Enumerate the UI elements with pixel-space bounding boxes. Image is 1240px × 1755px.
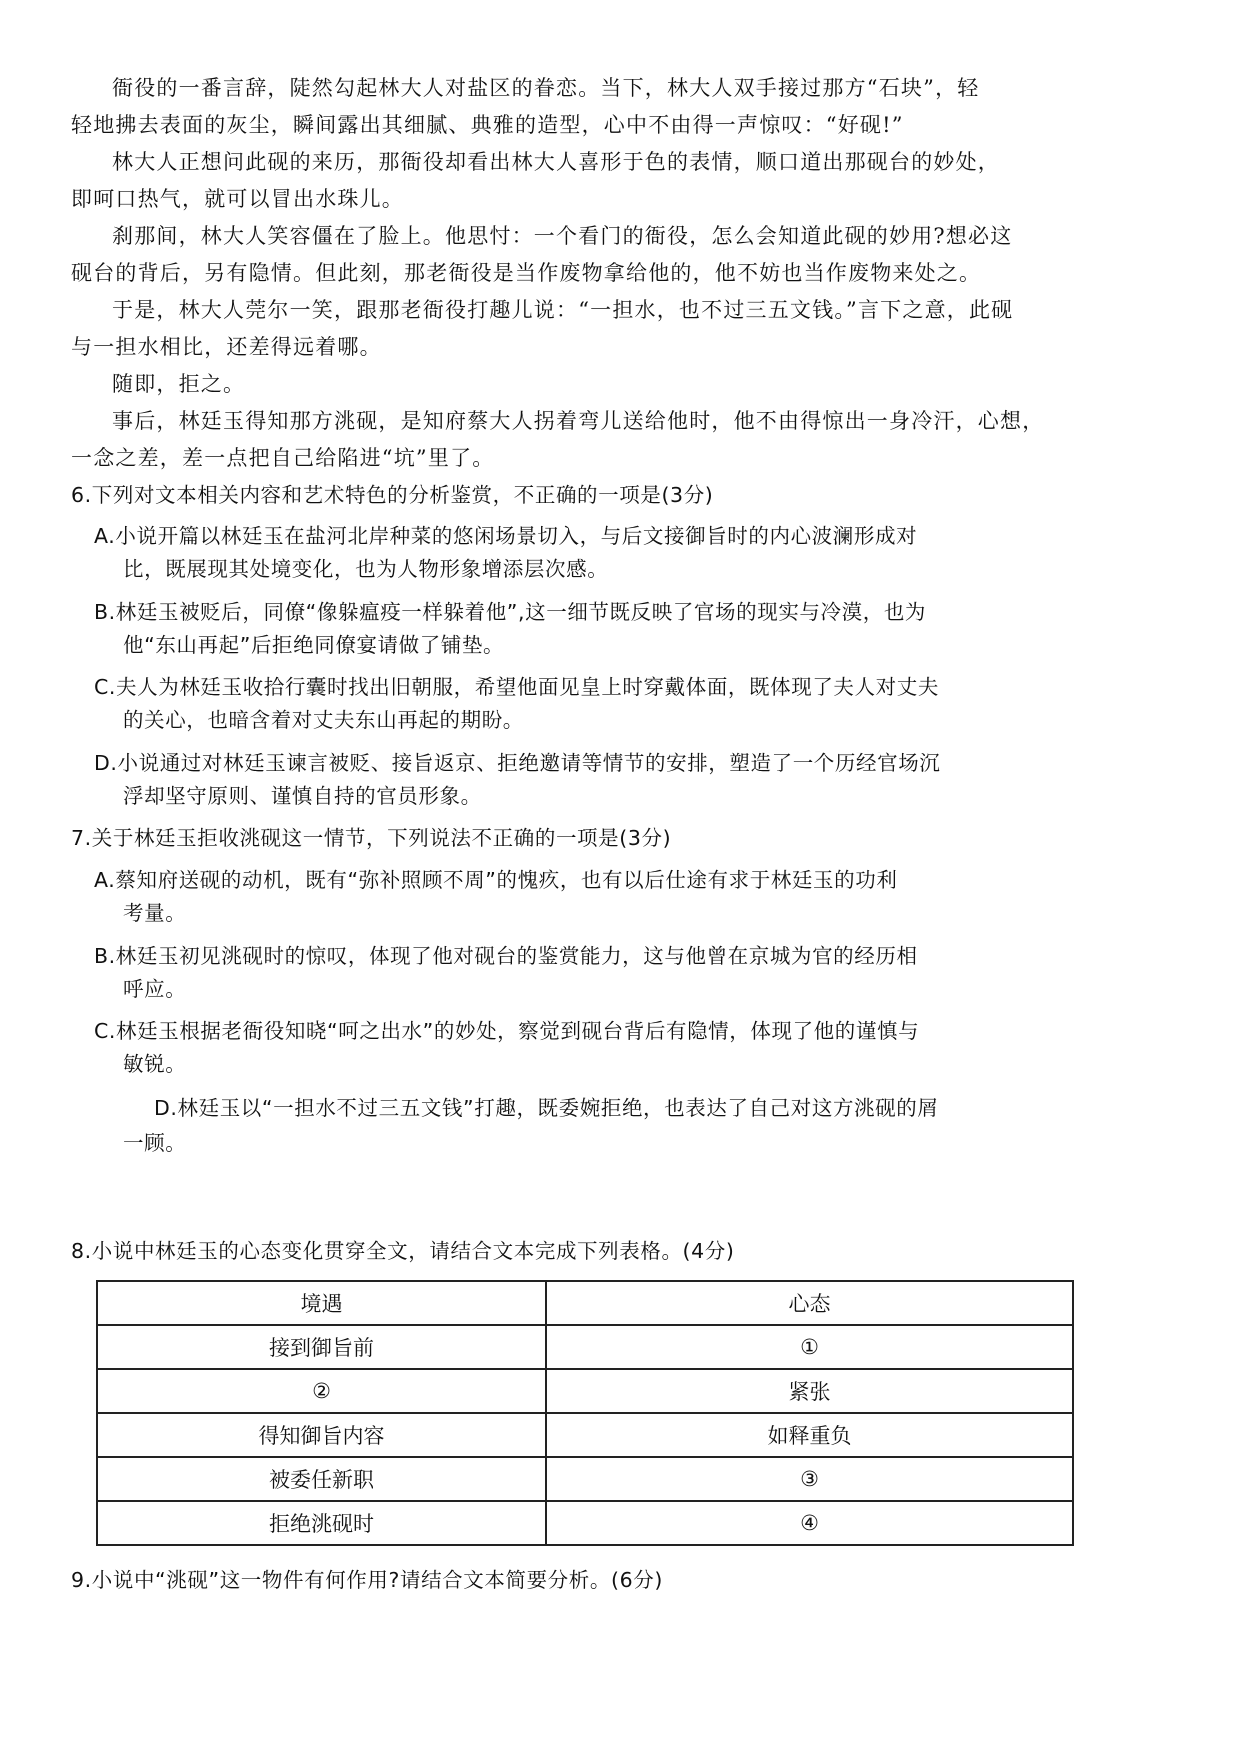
q6-option-a: A.小说开篇以林廷玉在盐河北岸种菜的悠闲场景切入，与后文接御旨时的内心波澜形成对 [94, 524, 918, 548]
q8-table-header-row [97, 1281, 1073, 1325]
q6-option-d: D.小说通过对林廷玉谏言被贬、接旨返京、拒绝邀请等情节的安排，塑造了一个历经官场沉 [94, 751, 941, 775]
passage-line-3: 林大人正想问此砚的来历，那衙役却看出林大人喜形于色的表情，顺口道出那砚台的妙处， [112, 150, 1000, 174]
passage-line-1: 衙役的一番言辞，陡然勾起林大人对盐区的眷恋。当下，林大人双手接过那方“石块”，轻 [112, 76, 980, 100]
passage-line-8: 与一担水相比，还差得远着哪。 [71, 335, 382, 359]
q8-stem: 8.小说中林廷玉的心态变化贯穿全文，请结合文本完成下列表格。(4分) [71, 1239, 735, 1263]
passage-line-11: 一念之差，差一点把自己给陷进“坑”里了。 [71, 446, 495, 470]
q8-cell-situation: 被委任新职 [97, 1457, 546, 1501]
q8-cell-mindset: ④ [546, 1501, 1073, 1545]
passage-line-9: 随即，拒之。 [112, 372, 246, 396]
q6-stem: 6.下列对文本相关内容和艺术特色的分析鉴赏，不正确的一项是(3分) [71, 483, 714, 507]
q8-header-mindset: 心态 [546, 1281, 1073, 1325]
table-row [97, 1501, 1073, 1545]
q8-table [96, 1280, 1074, 1546]
passage-line-6: 砚台的背后，另有隐情。但此刻，那老衙役是当作废物拿给他的，他不妨也当作废物来处之。 [71, 261, 982, 285]
q6-option-d-cont: 浮却坚守原则、谨慎自持的官员形象。 [123, 784, 482, 808]
passage-line-4: 即呵口热气，就可以冒出水珠儿。 [71, 187, 404, 211]
table-row [97, 1369, 1073, 1413]
passage-line-2: 轻地拂去表面的灰尘，瞬间露出其细腻、典雅的造型，心中不由得一声惊叹：“好砚!” [71, 113, 904, 137]
q7-option-d: D.林廷玉以“一担水不过三五文钱”打趣，既委婉拒绝，也表达了自己对这方洮砚的屑 [154, 1096, 939, 1120]
table-row [97, 1325, 1073, 1369]
passage-line-5: 刹那间，林大人笑容僵在了脸上。他思忖：一个看门的衙役，怎么会知道此砚的妙用?想必这 [112, 224, 1013, 248]
table-row [97, 1457, 1073, 1501]
q8-cell-mindset: ③ [546, 1457, 1073, 1501]
q6-option-b: B.林廷玉被贬后，同僚“像躲瘟疫一样躲着他”,这一细节既反映了官场的现实与冷漠，也为 [94, 600, 927, 624]
q6-option-a-cont: 比，既展现其处境变化，也为人物形象增添层次感。 [123, 557, 609, 581]
q8-cell-mindset: 如释重负 [546, 1413, 1073, 1457]
q6-option-c-cont: 的关心，也暗含着对丈夫东山再起的期盼。 [123, 708, 524, 732]
q7-stem: 7.关于林廷玉拒收洮砚这一情节，下列说法不正确的一项是(3分) [71, 826, 672, 850]
q8-cell-mindset: 紧张 [546, 1369, 1073, 1413]
table-row [97, 1413, 1073, 1457]
q7-option-b: B.林廷玉初见洮砚时的惊叹，体现了他对砚台的鉴赏能力，这与他曾在京城为官的经历相 [94, 944, 918, 968]
q8-cell-mindset: ① [546, 1325, 1073, 1369]
q7-option-c-cont: 敏锐。 [123, 1052, 187, 1076]
q8-cell-situation: 拒绝洮砚时 [97, 1501, 546, 1545]
q6-option-c: C.夫人为林廷玉收拾行囊时找出旧朝服，希望他面见皇上时穿戴体面，既体现了夫人对丈夫 [94, 675, 939, 699]
passage-line-10: 事后，林廷玉得知那方洮砚，是知府蔡大人拐着弯儿送给他时，他不由得惊出一身冷汗，心想， [112, 409, 1045, 433]
q7-option-b-cont: 呼应。 [123, 977, 187, 1001]
q8-cell-situation: ② [97, 1369, 546, 1413]
q7-option-a-cont: 考量。 [123, 901, 187, 925]
passage-line-7: 于是，林大人莞尔一笑，跟那老衙役打趣儿说：“一担水，也不过三五文钱。”言下之意，此砚 [112, 298, 1014, 322]
q9-stem: 9.小说中“洮砚”这一物件有何作用?请结合文本简要分析。(6分) [71, 1568, 663, 1592]
q8-cell-situation: 接到御旨前 [97, 1325, 546, 1369]
q6-option-b-cont: 他“东山再起”后拒绝同僚宴请做了铺垫。 [123, 633, 505, 657]
q8-cell-situation: 得知御旨内容 [97, 1413, 546, 1457]
q8-header-situation: 境遇 [97, 1281, 546, 1325]
q7-option-a: A.蔡知府送砚的动机，既有“弥补照顾不周”的愧疚，也有以后仕途有求于林廷玉的功利 [94, 868, 898, 892]
q7-option-d-cont: 一顾。 [123, 1131, 187, 1155]
q7-option-c: C.林廷玉根据老衙役知晓“呵之出水”的妙处，察觉到砚台背后有隐情，体现了他的谨慎与 [94, 1019, 920, 1043]
